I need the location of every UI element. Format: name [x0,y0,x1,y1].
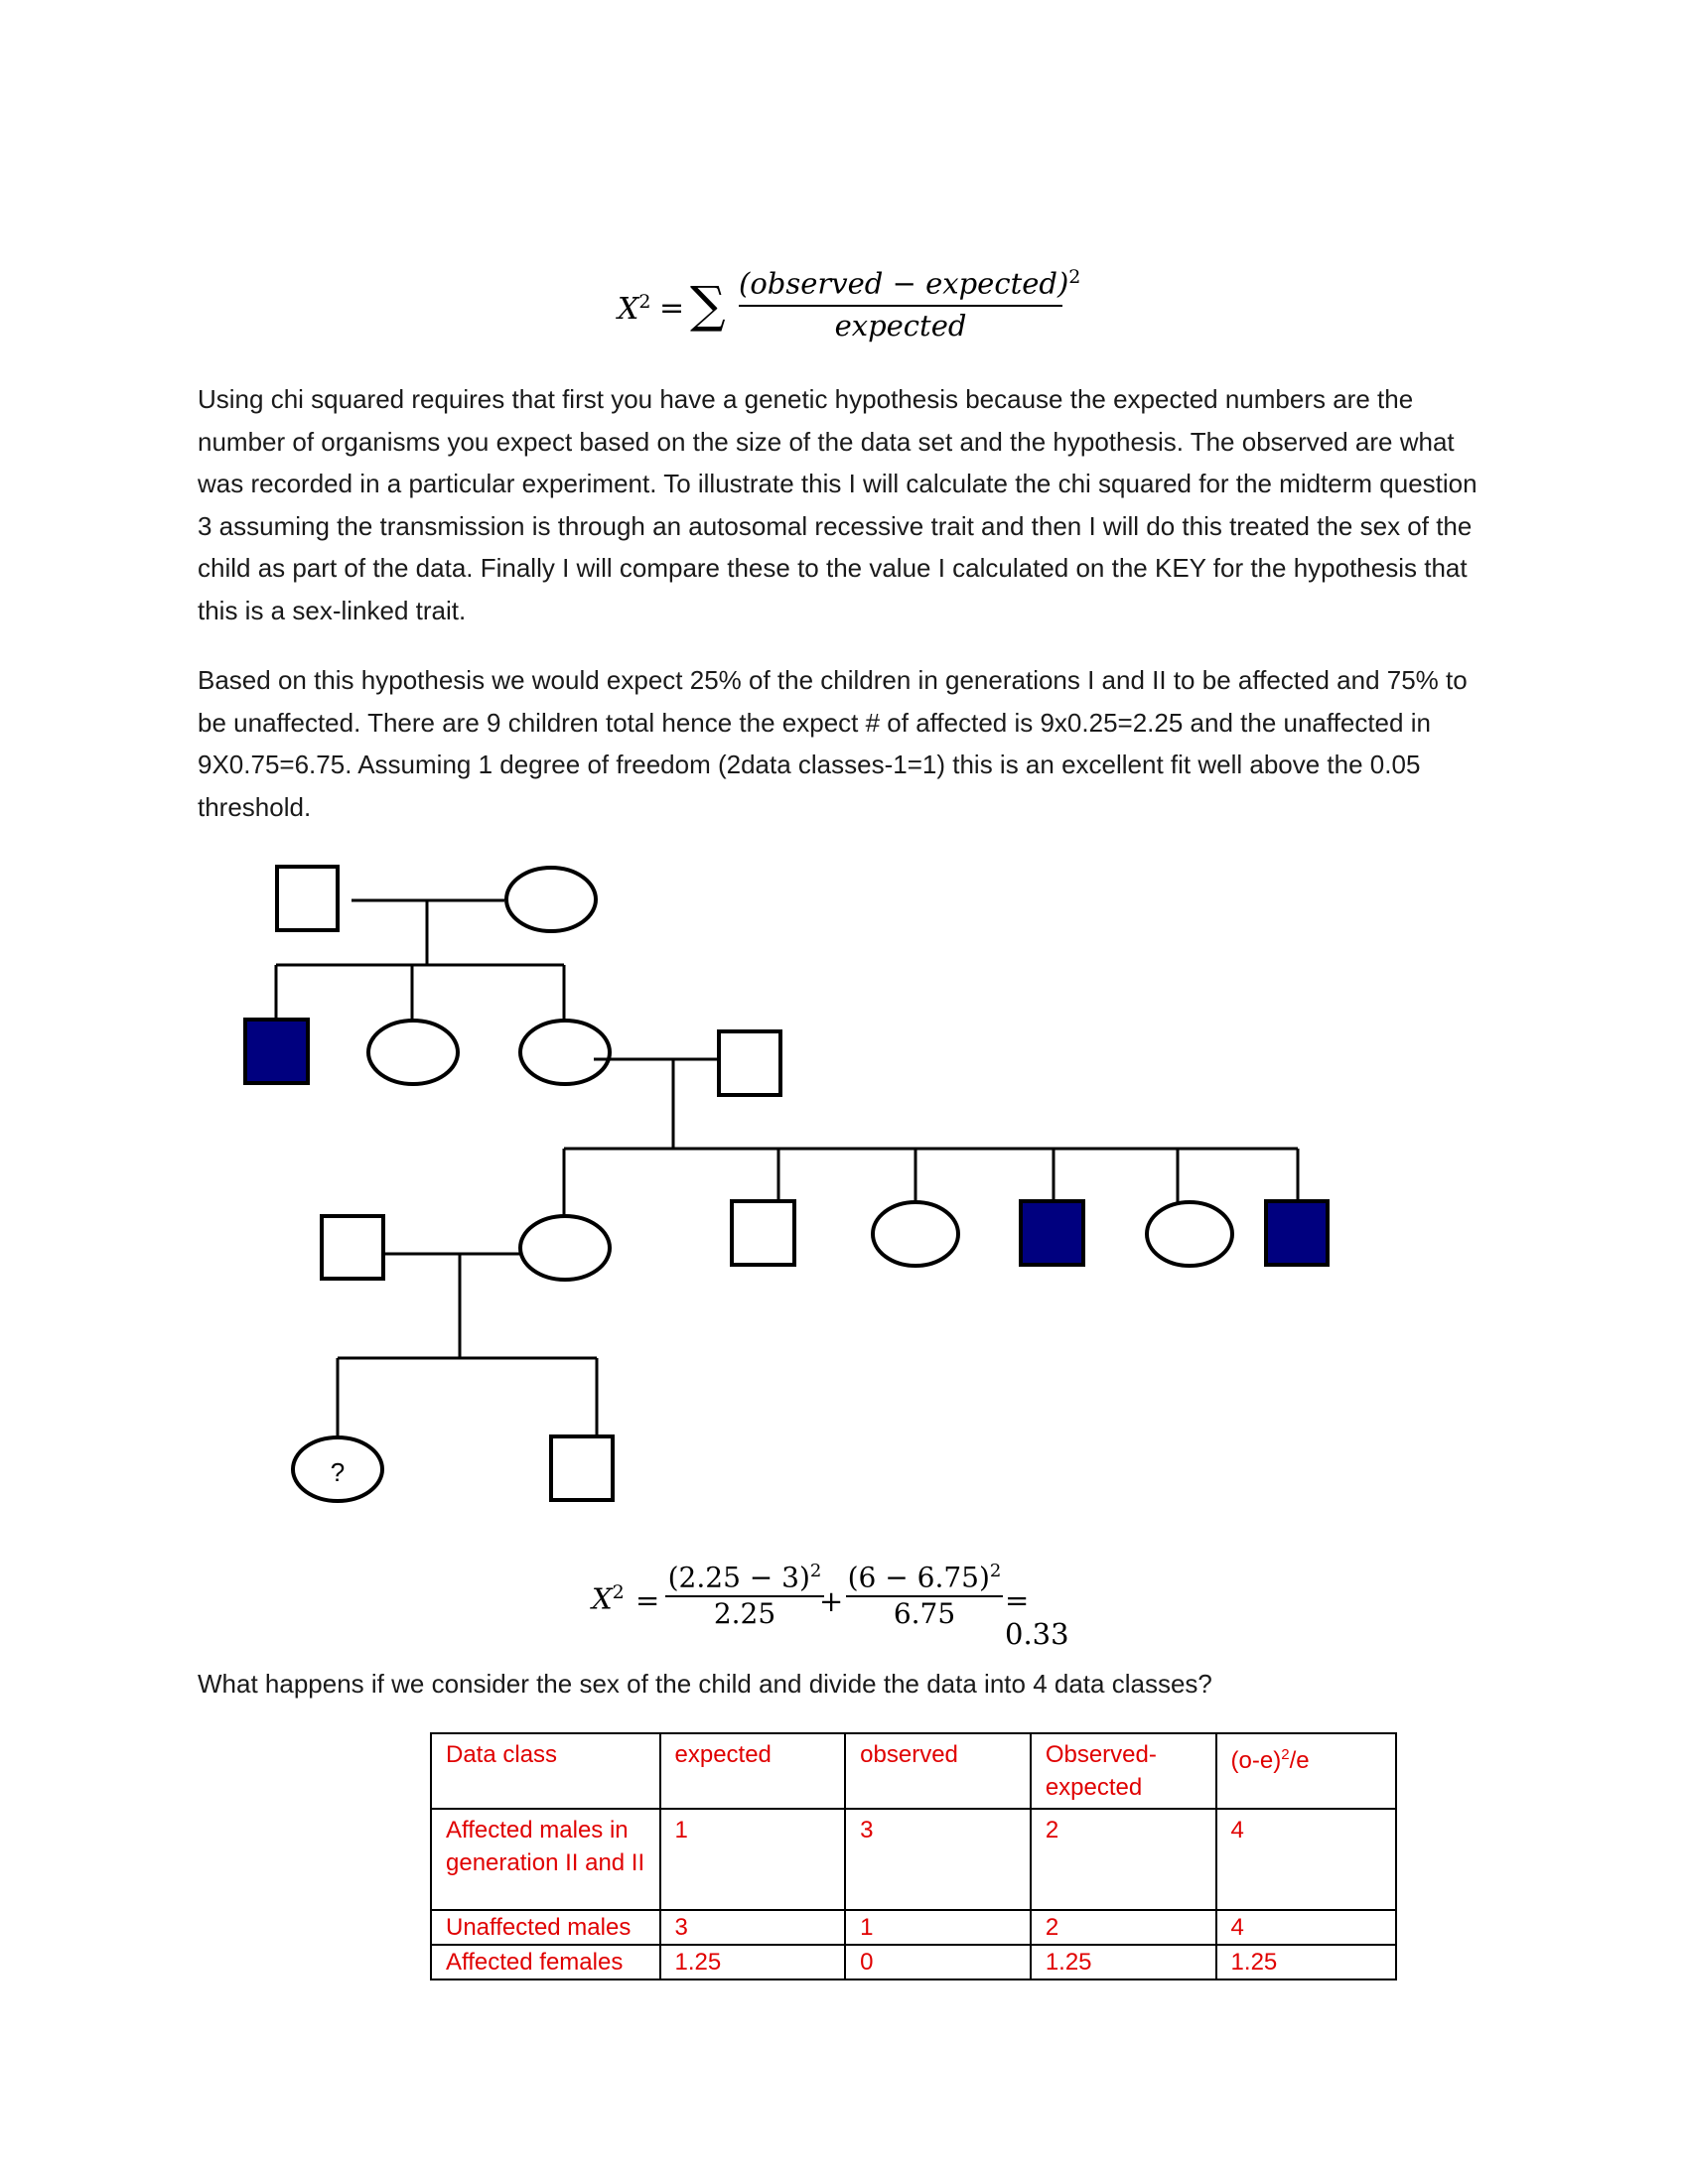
paragraph-question: What happens if we consider the sex of the child and divide the data into 4 data classes? [198,1669,1212,1699]
formula-equals: = [659,291,685,326]
calc-result: = 0.33 [1005,1583,1069,1651]
table-row [431,1910,1396,1945]
header-data-class: Data class [431,1733,660,1809]
table-header-row [431,1733,1396,1809]
gen3-female-1 [520,1216,610,1280]
gen2-married-in-male [719,1031,780,1095]
table-cell: 3 [845,1809,1031,1910]
header-observed: observed [845,1733,1031,1809]
table-row [431,1809,1396,1910]
calc-fraction-2-numerator-text: (6 − 6.75) [847,1561,990,1594]
calc-lhs [592,1581,625,1616]
calc-fraction-1-exponent: 2 [809,1561,822,1581]
gen3-affected-male-1 [1021,1201,1083,1265]
chi-square-data-table [430,1732,1397,1980]
gen1-male [277,867,338,930]
calc-fraction-1-numerator [665,1561,824,1593]
gen4-male [551,1436,613,1500]
calc-lhs-exponent: 2 [612,1581,625,1603]
table-cell: 1.25 [1216,1945,1396,1979]
table-cell: 1.25 [1031,1945,1216,1979]
formula-numerator-text: (observed − expected) [739,266,1069,301]
header-expected: expected [660,1733,846,1809]
table-cell: 1 [660,1809,846,1910]
gen2-female-2 [520,1021,610,1084]
gen3-male-1 [732,1201,794,1265]
calc-fraction-2-numerator [846,1561,1003,1593]
sigma-symbol: ∑ [690,276,726,334]
calc-fraction-2 [846,1561,1003,1630]
table-cell: 1 [845,1910,1031,1945]
formula-lhs-exponent: 2 [638,291,651,313]
gen3-female-3 [1147,1202,1232,1266]
gen3-female-2 [873,1202,958,1266]
calc-fraction-2-exponent: 2 [989,1561,1002,1581]
table-cell: 2 [1031,1809,1216,1910]
calc-equals: = [635,1583,660,1617]
paragraph-hypothesis: Based on this hypothesis we would expect 25% of the children in generations I and II to be affected and 75% to be unaffected. There are 9 children total hence the expect # of affected is 9x0.25=2.25 and the unaffected in 9X0.75=6.75. Assuming 1 degree of freedom (2data classes-1=1) this is an excellent fit well above the 0.05 threshold. [198,665,1468,822]
table-cell: 4 [1216,1910,1396,1945]
formula-numerator-exponent: 2 [1068,266,1081,288]
calc-fraction-1 [665,1561,824,1630]
header-chi-term-exponent: 2 [1281,1746,1290,1763]
header-chi-term [1216,1733,1396,1809]
pedigree-individuals [245,867,1328,1501]
gen3-affected-male-2 [1266,1201,1328,1265]
table-cell: 1.25 [660,1945,846,1979]
header-chi-term-tail: /e [1289,1747,1310,1774]
calc-fraction-1-denominator: 2.25 [713,1597,776,1631]
calc-fraction-2-denominator: 6.75 [893,1597,956,1631]
header-chi-term-base: (o-e) [1230,1747,1282,1774]
table-cell: Affected males in generation II and II [431,1809,660,1910]
formula-lhs-symbol: X [618,292,639,327]
table-cell: Affected females [431,1945,660,1979]
calc-plus: + [819,1584,844,1618]
calc-fraction-1-numerator-text: (2.25 − 3) [667,1561,810,1594]
table-cell: Unaffected males [431,1910,660,1945]
header-observed-minus-expected: Observed-expected [1031,1733,1216,1809]
formula-denominator: expected [834,308,967,342]
gen2-female-1 [368,1021,458,1084]
table-cell: 0 [845,1945,1031,1979]
gen2-affected-male [245,1020,308,1083]
table-cell: 2 [1031,1910,1216,1945]
paragraph-intro: Using chi squared requires that first you have a genetic hypothesis because the expected numbers are the number of organisms you expect based on the size of the data set and the hypothesis. The observed are what was recorded in a particular experiment. To illustrate this I will calculate the chi squared for the midterm question 3 assuming the transmission is through an autosomal recessive trait and then I will do this treated the sex of the child as part of the data. Finally I will compare these to the value I calculated on the KEY for the hypothesis that this is a sex-linked trait. [198,384,1477,625]
table-cell: 4 [1216,1809,1396,1910]
gen1-female [506,868,596,931]
table-cell: 3 [660,1910,846,1945]
pedigree-lines [276,900,1298,1437]
table-row [431,1945,1396,1979]
calc-lhs-symbol: X [592,1581,613,1616]
gen3-married-in-male [322,1216,383,1279]
unknown-status-mark: ? [330,1457,346,1487]
